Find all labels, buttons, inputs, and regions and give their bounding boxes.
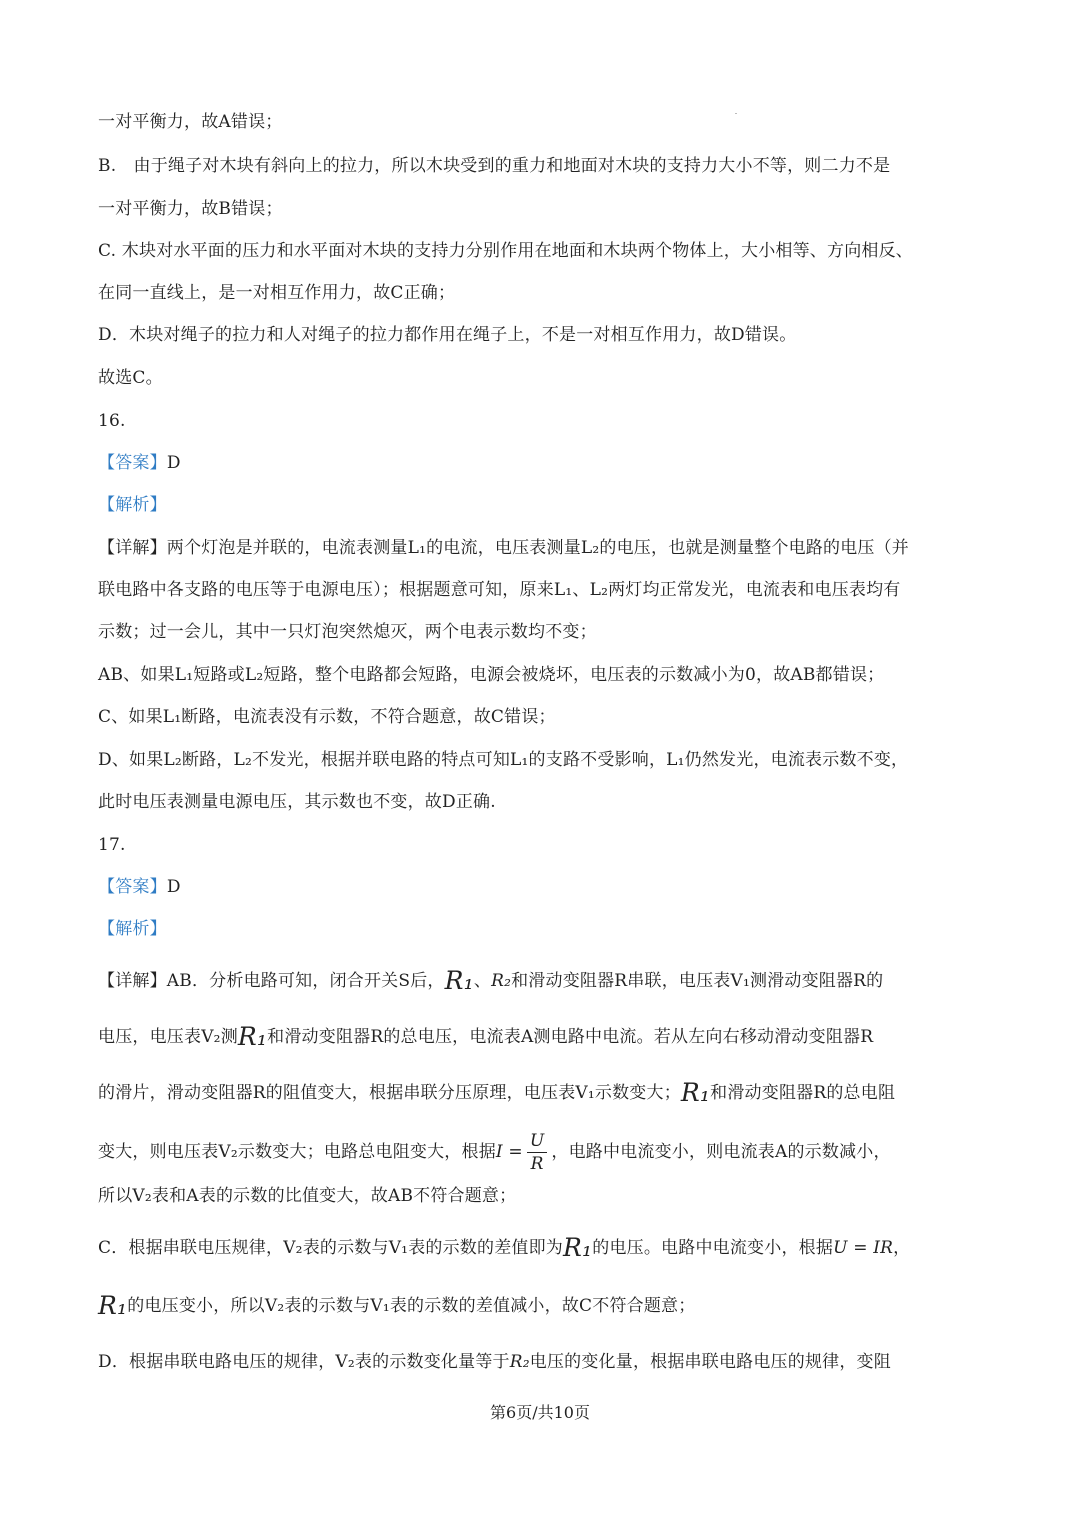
answer-tag: 【答案】 — [98, 877, 167, 897]
text-line: 此时电压表测量电源电压，其示数也不变，故D正确. — [98, 792, 496, 812]
answer-value: D — [166, 877, 181, 897]
question-number: 16. — [98, 411, 126, 431]
analysis-tag: 【解析】 — [98, 919, 167, 939]
text-line — [98, 1128, 891, 1176]
text-line — [98, 1291, 695, 1318]
text-segment: 和滑动变阻器R的总电压，电流表A测电路中电流。若从左向右移动滑动变阻器R — [267, 1027, 874, 1047]
text-line: 一对平衡力，故B错误； — [98, 199, 283, 219]
analysis-tag: 【解析】 — [98, 495, 167, 515]
text-segment: 、 — [473, 971, 492, 991]
text-line — [98, 1078, 895, 1105]
math-r1: R₁ — [680, 1078, 711, 1107]
scan-mark — [735, 113, 737, 114]
text-segment: ， — [893, 1238, 911, 1258]
math-equation: I = — [495, 1142, 523, 1162]
fraction-numerator: U — [527, 1130, 548, 1153]
text-line: 示数；过一会儿，其中一只灯泡突然熄灭，两个电表示数均不变； — [98, 622, 597, 642]
fraction-denominator: R — [530, 1154, 544, 1174]
text-segment: 和滑动变阻器R的总电阻 — [710, 1083, 896, 1103]
text-line — [98, 1233, 910, 1260]
text-segment: 【详解】AB．分析电路可知，闭合开关S后， — [98, 971, 445, 991]
text-line: 故选C。 — [98, 368, 163, 388]
text-segment: ，电路中电流变小，则电流表A的示数减小， — [551, 1142, 891, 1162]
text-line — [98, 1022, 873, 1049]
fraction — [527, 1130, 548, 1175]
question-number: 17. — [98, 835, 126, 855]
text-line — [98, 966, 883, 993]
text-line: D．木块对绳子的拉力和人对绳子的拉力都作用在绳子上，不是一对相互作用力，故D错误。 — [98, 325, 797, 345]
answer-tag: 【答案】 — [98, 453, 167, 473]
answer-line — [98, 451, 181, 475]
math-r2: R₂ — [491, 971, 512, 991]
text-line: 一对平衡力，故A错误； — [98, 112, 283, 132]
page-footer: 第6页/共10页 — [490, 1403, 590, 1422]
text-line: C、如果L₁断路，电流表没有示数，不符合题意，故C错误； — [98, 707, 556, 727]
text-line: 【详解】两个灯泡是并联的，电流表测量L₁的电流，电压表测量L₂的电压，也就是测量整个电路的电压（并 — [98, 538, 910, 558]
text-line: B. 由于绳子对木块有斜向上的拉力，所以木块受到的重力和地面对木块的支持力大小不等，则二力不是 — [98, 156, 891, 176]
math-r1: R₁ — [98, 1291, 128, 1320]
math-r1: R₁ — [563, 1233, 593, 1262]
text-segment: 电压的变化量，根据串联电路电压的规律，变阻 — [529, 1352, 891, 1372]
text-segment: 的电压。电路中电流变小，根据 — [592, 1238, 834, 1258]
text-line: D、如果L₂断路，L₂不发光，根据并联电路的特点可知L₁的支路不受影响，L₁仍然发光，电流表示数不变， — [98, 750, 909, 770]
text-segment: 的电压变小，所以V₂表的示数与V₁表的示数的差值减小，故C不符合题意； — [127, 1296, 696, 1316]
answer-value: D — [166, 453, 181, 473]
text-line: 在同一直线上，是一对相互作用力，故C正确； — [98, 283, 456, 303]
text-line — [98, 1350, 891, 1374]
math-r2: R₂ — [509, 1352, 530, 1372]
text-segment: 和滑动变阻器R串联，电压表V₁测滑动变阻器R的 — [511, 971, 884, 991]
text-segment: 的滑片，滑动变阻器R的阻值变大，根据串联分压原理，电压表V₁示数变大； — [98, 1083, 681, 1103]
text-line: 所以V₂表和A表的示数的比值变大，故AB不符合题意； — [98, 1186, 517, 1206]
text-segment: C．根据串联电压规律，V₂表的示数与V₁表的示数的差值即为 — [98, 1238, 563, 1258]
math-ohms-law: U = IR — [833, 1238, 894, 1258]
math-r1: R₁ — [444, 966, 474, 995]
text-segment: 电压，电压表V₂测 — [98, 1027, 238, 1047]
text-line: 联电路中各支路的电压等于电源电压）；根据题意可知，原来L₁、L₂两灯均正常发光，电流表和电压表均有 — [98, 580, 901, 600]
math-r1: R₁ — [237, 1022, 268, 1051]
text-line: C. 木块对水平面的压力和水平面对木块的支持力分别作用在地面和木块两个物体上，大小相等、方向相反、 — [98, 241, 914, 261]
text-segment: 变大，则电压表V₂示数变大；电路总电阻变大，根据 — [98, 1142, 496, 1162]
answer-line — [98, 875, 181, 899]
text-line: AB、如果L₁短路或L₂短路，整个电路都会短路，电源会被烧坏，电压表的示数减小为0，故AB都错误； — [98, 665, 885, 685]
text-segment: D．根据串联电路电压的规律，V₂表的示数变化量等于 — [98, 1352, 510, 1372]
